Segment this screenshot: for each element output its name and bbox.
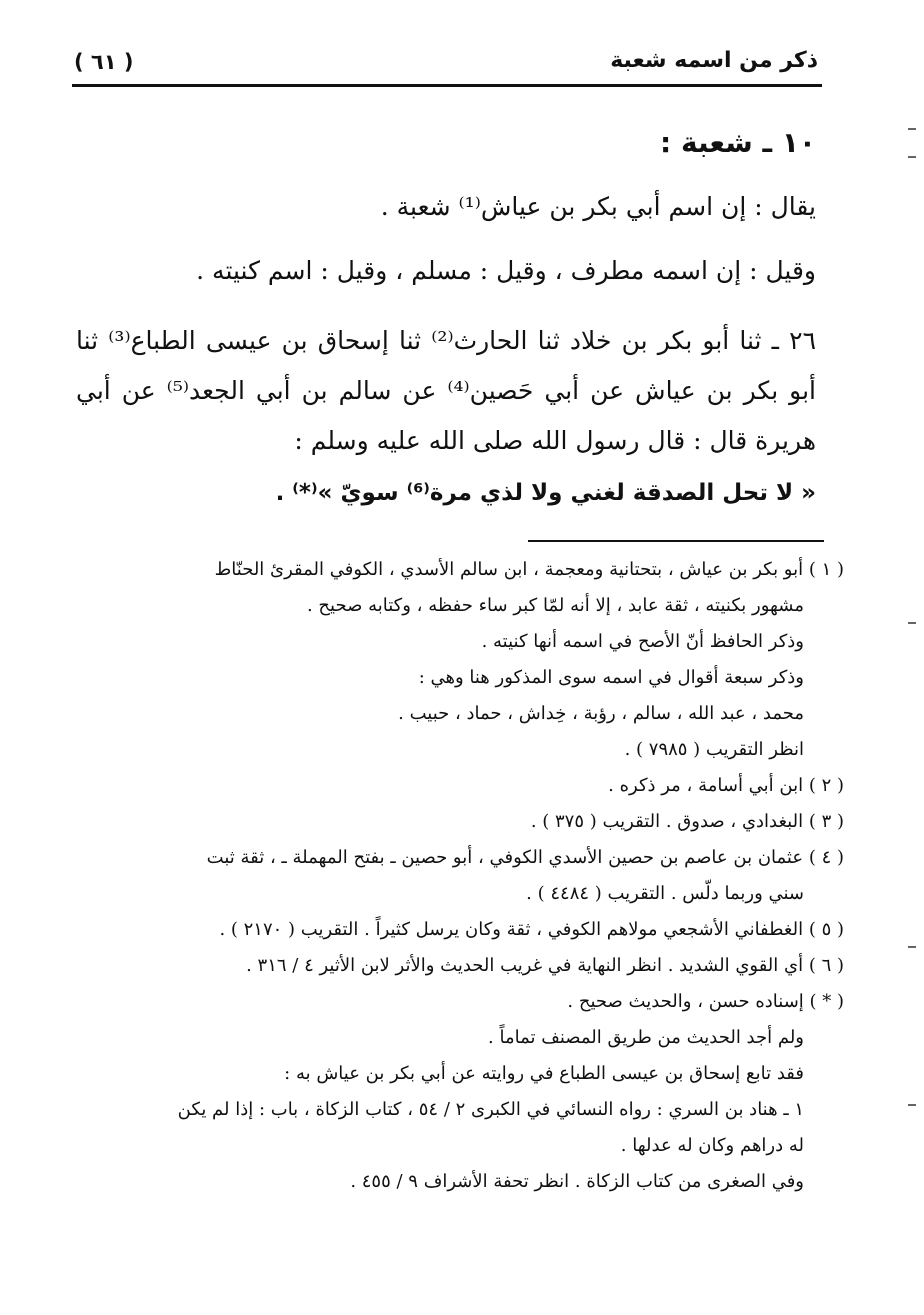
- header-rule: [72, 84, 822, 87]
- footnote-line: ( ٣ ) البغدادي ، صدوق . التقريب ( ٣٧٥ ) .: [530, 811, 844, 832]
- footnote-line: محمد ، عبد الله ، سالم ، رؤبة ، خِداش ، حماد ، حبيب .: [398, 703, 804, 724]
- footnotes: [74, 552, 844, 1200]
- margin-mark: [908, 128, 916, 130]
- margin-mark: [908, 156, 916, 158]
- footnote-line: ( ٤ ) عثمان بن عاصم بن حصين الأسدي الكوفي ، أبو حصين ـ بفتح المهملة ـ ، ثقة ثبت: [206, 847, 844, 868]
- margin-mark: [908, 946, 916, 948]
- hadith-text: « لا تحل الصدقة لغني ولا لذي مرة⁽⁶⁾ سويّ »⁽*⁾ .: [275, 480, 816, 506]
- entry-heading: ١٠ ـ شعبة :: [660, 126, 816, 159]
- page-number: ( ٦١ ): [74, 50, 134, 74]
- footnote-line: ( ٦ ) أي القوي الشديد . انظر النهاية في غريب الحديث والأثر لابن الأثير ٤ / ٣١٦ .: [246, 955, 844, 976]
- footnote-line: ( * ) إسناده حسن ، والحديث صحيح .: [567, 991, 844, 1012]
- footnote-line: وفي الصغرى من كتاب الزكاة . انظر تحفة الأشراف ٩ / ٤٥٥ .: [350, 1171, 804, 1192]
- footnote-line: وذكر الحافظ أنّ الأصح في اسمه أنها كنيته .: [481, 631, 804, 652]
- paragraph-name: يقال : إن اسم أبي بكر بن عياش⁽¹⁾ شعبة .: [380, 192, 816, 221]
- footnote-rule: [528, 540, 824, 542]
- running-head-title: ذكر من اسمه شعبة: [610, 48, 818, 73]
- footnote-line: ( ١ ) أبو بكر بن عياش ، بتحتانية ومعجمة ، ابن سالم الأسدي ، الكوفي المقرئ الحنّاط: [214, 559, 844, 580]
- footnote-line: انظر التقريب ( ٧٩٨٥ ) .: [624, 739, 804, 760]
- footnote-line: ولم أجد الحديث من طريق المصنف تماماً .: [488, 1027, 804, 1048]
- footnote-line: ( ٥ ) الغطفاني الأشجعي مولاهم الكوفي ، ثقة وكان يرسل كثيراً . التقريب ( ٢١٧٠ ) .: [219, 919, 844, 940]
- footnote-line: مشهور بكنيته ، ثقة عابد ، إلا أنه لمّا كبر ساء حفظه ، وكتابه صحيح .: [306, 595, 804, 616]
- paragraph-isnad: ٢٦ ـ ثنا أبو بكر بن خلاد ثنا الحارث⁽²⁾ ثنا إسحاق بن عيسى الطباع⁽³⁾ ثنا أبو بكر بن عياش عن أبي حَصين⁽⁴⁾ عن سالم بن أبي الجعد⁽⁵⁾ عن أبي هريرة قال : قال رسول الله صلى الله عليه وسلم :: [76, 326, 817, 455]
- footnote-line: ١ ـ هناد بن السري : رواه النسائي في الكبرى ٢ / ٥٤ ، كتاب الزكاة ، باب : إذا لم يكن: [177, 1099, 804, 1120]
- paragraph-other-names: وقيل : إن اسمه مطرف ، وقيل : مسلم ، وقيل : اسم كنيته .: [196, 256, 816, 285]
- margin-mark: [908, 1104, 916, 1106]
- footnote-line: فقد تابع إسحاق بن عيسى الطباع في روايته عن أبي بكر بن عياش به :: [284, 1063, 804, 1084]
- footnote-line: وذكر سبعة أقوال في اسمه سوى المذكور هنا وهي :: [418, 667, 804, 688]
- margin-mark: [908, 622, 916, 624]
- footnote-line: ( ٢ ) ابن أبي أسامة ، مر ذكره .: [608, 775, 844, 796]
- footnote-line: سني وربما دلّس . التقريب ( ٤٤٨٤ ) .: [526, 883, 804, 904]
- footnote-line: له دراهم وكان له عدلها .: [620, 1135, 804, 1156]
